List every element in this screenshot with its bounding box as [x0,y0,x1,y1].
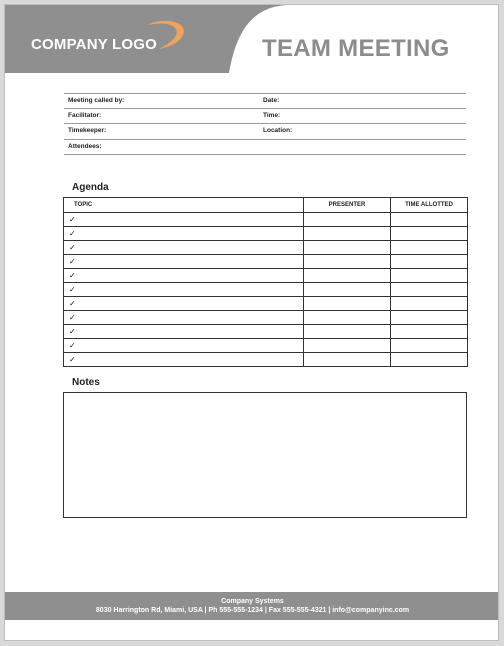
agenda-row [64,227,468,241]
agenda-body [64,213,468,367]
called-by-label: Meeting called by: [68,97,125,104]
date-label: Date: [263,97,280,104]
agenda-time-cell[interactable] [391,325,468,339]
agenda-row [64,213,468,227]
time-label: Time: [263,112,281,120]
check-mark-icon: ✓ [69,326,76,336]
info-row-facilitator [64,108,466,123]
agenda-topic-cell[interactable] [64,283,304,297]
agenda-presenter-cell[interactable] [304,283,391,297]
check-mark-icon: ✓ [69,312,76,322]
agenda-time-cell[interactable] [391,297,468,311]
agenda-row [64,283,468,297]
agenda-presenter-cell[interactable] [304,353,391,367]
footer-company: Company Systems [221,598,284,605]
agenda-time-cell[interactable] [391,255,468,269]
logo-swoosh-icon [145,19,189,49]
agenda-row [64,297,468,311]
location-label: Location: [263,127,293,135]
agenda-row [64,311,468,325]
agenda-topic-cell[interactable] [64,339,304,353]
notes-box[interactable] [63,392,467,518]
agenda-presenter-cell[interactable] [304,241,391,255]
agenda-presenter-cell[interactable] [304,325,391,339]
topic-column-header: TOPIC [64,198,304,213]
agenda-title: Agenda [72,182,109,193]
agenda-time-cell[interactable] [391,311,468,325]
footer-address: 8030 Harrington Rd, Miami, USA | Ph 555-555-1234 | Fax 555-555-4321 | info@companyinc.com [95,607,410,614]
check-mark-icon: ✓ [69,214,76,224]
check-mark-icon: ✓ [69,340,76,350]
agenda-presenter-cell[interactable] [304,227,391,241]
agenda-topic-cell[interactable] [64,227,304,241]
timekeeper-label: Timekeeper: [68,127,107,135]
check-mark-icon: ✓ [69,284,76,294]
agenda-topic-cell[interactable] [64,325,304,339]
agenda-topic-cell[interactable] [64,213,304,227]
agenda-presenter-cell[interactable] [304,311,391,325]
agenda-row [64,353,468,367]
agenda-presenter-cell[interactable] [304,297,391,311]
info-row-attendees [64,139,466,155]
agenda-time-cell[interactable] [391,227,468,241]
agenda-time-cell[interactable] [391,353,468,367]
check-mark-icon: ✓ [69,228,76,238]
check-mark-icon: ✓ [69,298,76,308]
agenda-topic-cell[interactable] [64,297,304,311]
attendees-label: Attendees: [68,142,102,150]
agenda-topic-cell[interactable] [64,269,304,283]
agenda-row [64,269,468,283]
notes-title: Notes [72,377,100,388]
agenda-time-cell[interactable] [391,283,468,297]
document-title: TEAM MEETING [262,35,450,62]
time-allotted-column-header: TIME ALLOTTED [391,198,468,213]
facilitator-label: Facilitator: [68,112,102,120]
agenda-row [64,241,468,255]
agenda-topic-cell[interactable] [64,241,304,255]
agenda-presenter-cell[interactable] [304,339,391,353]
agenda-row [64,339,468,353]
agenda-topic-cell[interactable] [64,353,304,367]
agenda-topic-cell[interactable] [64,255,304,269]
meeting-info [64,93,466,155]
check-mark-icon: ✓ [69,354,76,364]
agenda-row [64,325,468,339]
agenda-presenter-cell[interactable] [304,255,391,269]
check-mark-icon: ✓ [69,242,76,252]
agenda-topic-cell[interactable] [64,311,304,325]
agenda-time-cell[interactable] [391,269,468,283]
agenda-table [63,197,468,367]
document-page [4,4,499,641]
footer [5,592,499,620]
info-row-timekeeper [64,123,466,138]
agenda-row [64,255,468,269]
check-mark-icon: ✓ [69,256,76,266]
agenda-presenter-cell[interactable] [304,269,391,283]
company-logo: COMPANY LOGO [31,36,158,53]
agenda-presenter-cell[interactable] [304,213,391,227]
agenda-time-cell[interactable] [391,241,468,255]
agenda-time-cell[interactable] [391,213,468,227]
agenda-time-cell[interactable] [391,339,468,353]
presenter-column-header: PRESENTER [304,198,391,213]
info-row-called-by [64,93,466,108]
agenda-header-row [64,198,468,213]
check-mark-icon: ✓ [69,270,76,280]
